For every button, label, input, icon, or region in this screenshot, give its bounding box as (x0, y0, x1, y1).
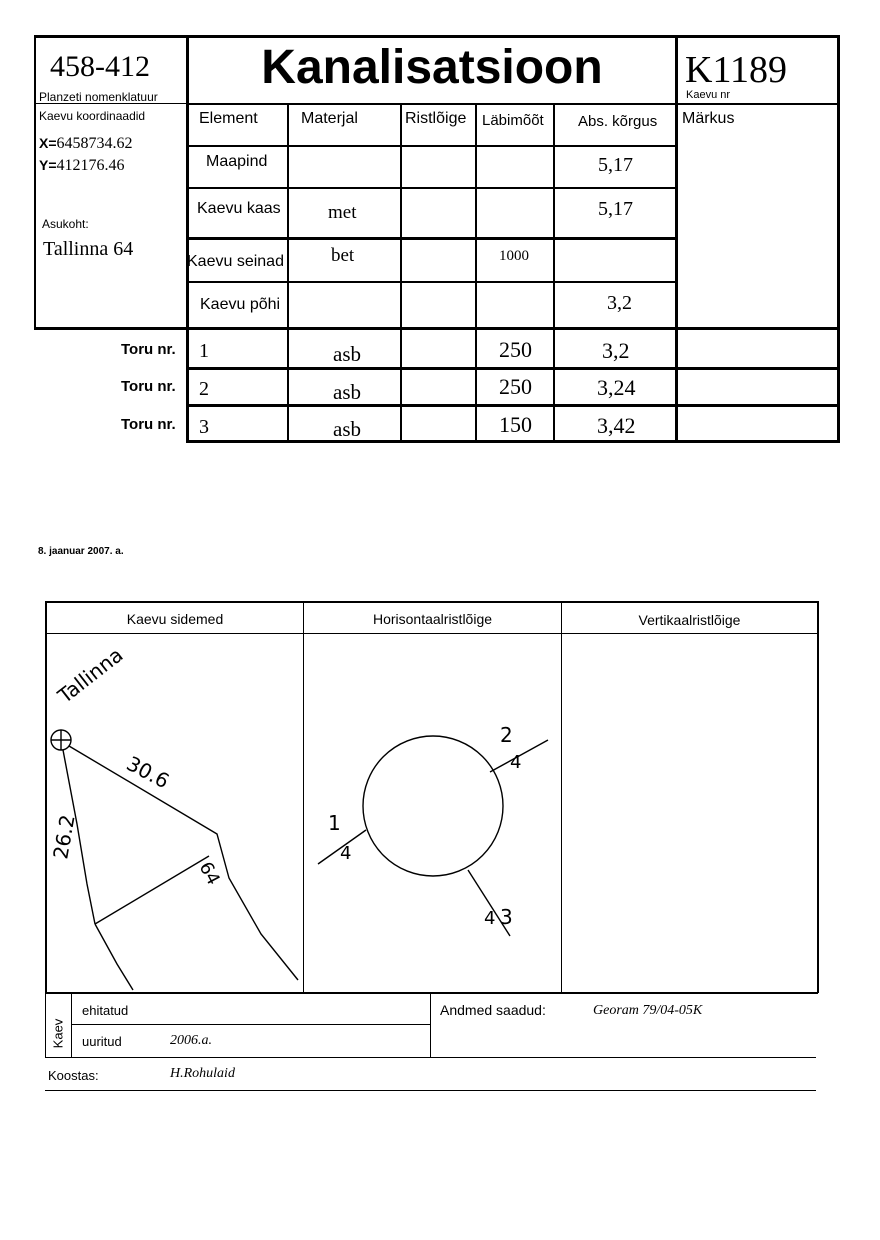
pipe-arrow-mark-1: 4 (340, 843, 352, 864)
row-material: met (328, 202, 357, 223)
kaev-label: Kaev (50, 1018, 66, 1049)
well-outline (363, 736, 503, 876)
page-title: Kanalisatsioon (261, 41, 603, 94)
pipe-number: 2 (199, 378, 209, 400)
horizontal-section-sketch (304, 634, 561, 992)
well-number: K1189 (685, 49, 788, 91)
x-coordinate (39, 135, 133, 153)
pipe-arrow-mark-3: 4 (484, 908, 496, 929)
pipe-label: Toru nr. (121, 341, 176, 358)
pipe-abs-height: 3,2 (602, 338, 630, 363)
pipe-abs-height: 3,42 (597, 413, 636, 438)
y-value: 412176.46 (56, 157, 125, 174)
pipe-arrow-mark-2: 4 (510, 752, 522, 773)
tie-distance-a: 30.6 (122, 751, 174, 794)
y-coordinate (39, 157, 125, 175)
col-header-diameter: Läbimõõt (482, 112, 544, 129)
surveyed-value: 2006.a. (170, 1033, 212, 1048)
tie-distance-c: 64 (194, 858, 224, 889)
col-header-material: Materjal (301, 110, 358, 127)
row-abs-height: 3,2 (607, 292, 632, 314)
tie-distance-b: 26.2 (48, 812, 80, 861)
location-label: Asukoht: (42, 217, 89, 231)
pipe-material: asb (333, 380, 361, 404)
pipe-number: 3 (199, 416, 209, 438)
col-header-abs-height: Abs. kõrgus (578, 113, 658, 130)
pipe-material: asb (333, 417, 361, 441)
panel-title-vertical-section: Vertikaalristlõige (638, 612, 741, 628)
data-source-label: Andmed saadud: (440, 1002, 546, 1018)
row-diameter: 1000 (499, 248, 529, 264)
compiled-label: Koostas: (48, 1068, 99, 1083)
pipe-number: 1 (199, 340, 209, 362)
row-element: Maapind (206, 153, 268, 170)
panel-title-ties: Kaevu sidemed (126, 611, 224, 627)
tie-line-c (95, 856, 209, 924)
y-label: Y= (39, 157, 57, 173)
location-value: Tallinna 64 (43, 238, 134, 260)
panel-title-horizontal-section: Horisontaalristlõige (372, 611, 493, 627)
row-abs-height: 5,17 (598, 154, 633, 176)
pipe-diameter: 250 (499, 374, 532, 399)
x-value: 6458734.62 (56, 135, 133, 152)
row-abs-height: 5,17 (598, 198, 633, 220)
well-number-label: Kaevu nr (686, 89, 731, 101)
pipe-label: Toru nr. (121, 416, 176, 433)
row-material: bet (331, 245, 355, 266)
row-element: Kaevu kaas (197, 200, 281, 217)
x-label: X= (39, 135, 57, 151)
col-header-cross-section: Ristlõige (405, 110, 467, 127)
pipe-diameter: 250 (499, 337, 532, 362)
col-header-notes: Märkus (682, 110, 735, 127)
compiled-value: H.Rohulaid (170, 1066, 235, 1081)
coordinates-label: Kaevu koordinaadid (39, 109, 146, 123)
pipe-mark-1: 1 (328, 811, 341, 835)
pipe-mark-3: 3 (500, 905, 513, 929)
street-label: Tallinna (53, 642, 128, 708)
row-element: Kaevu põhi (200, 296, 281, 313)
map-sheet-number: 458-412 (50, 50, 150, 83)
surveyed-label: uuritud (82, 1034, 122, 1049)
col-header-element: Element (199, 110, 258, 127)
pipe-diameter: 150 (499, 412, 532, 437)
tie-line-d (95, 924, 133, 990)
pipe-mark-2: 2 (500, 723, 513, 747)
map-sheet-label: Planzeti nomenklatuur (39, 90, 158, 104)
pipe-material: asb (333, 342, 361, 366)
ties-sketch (47, 634, 303, 992)
pipe-abs-height: 3,24 (597, 375, 636, 400)
document-date: 8. jaanuar 2007. a. (38, 546, 124, 557)
data-source-value: Georam 79/04-05K (593, 1003, 703, 1018)
tie-line-a (69, 746, 298, 980)
built-label: ehitatud (82, 1003, 129, 1018)
row-element: Kaevu seinad (187, 253, 284, 270)
pipe-label: Toru nr. (121, 378, 176, 395)
